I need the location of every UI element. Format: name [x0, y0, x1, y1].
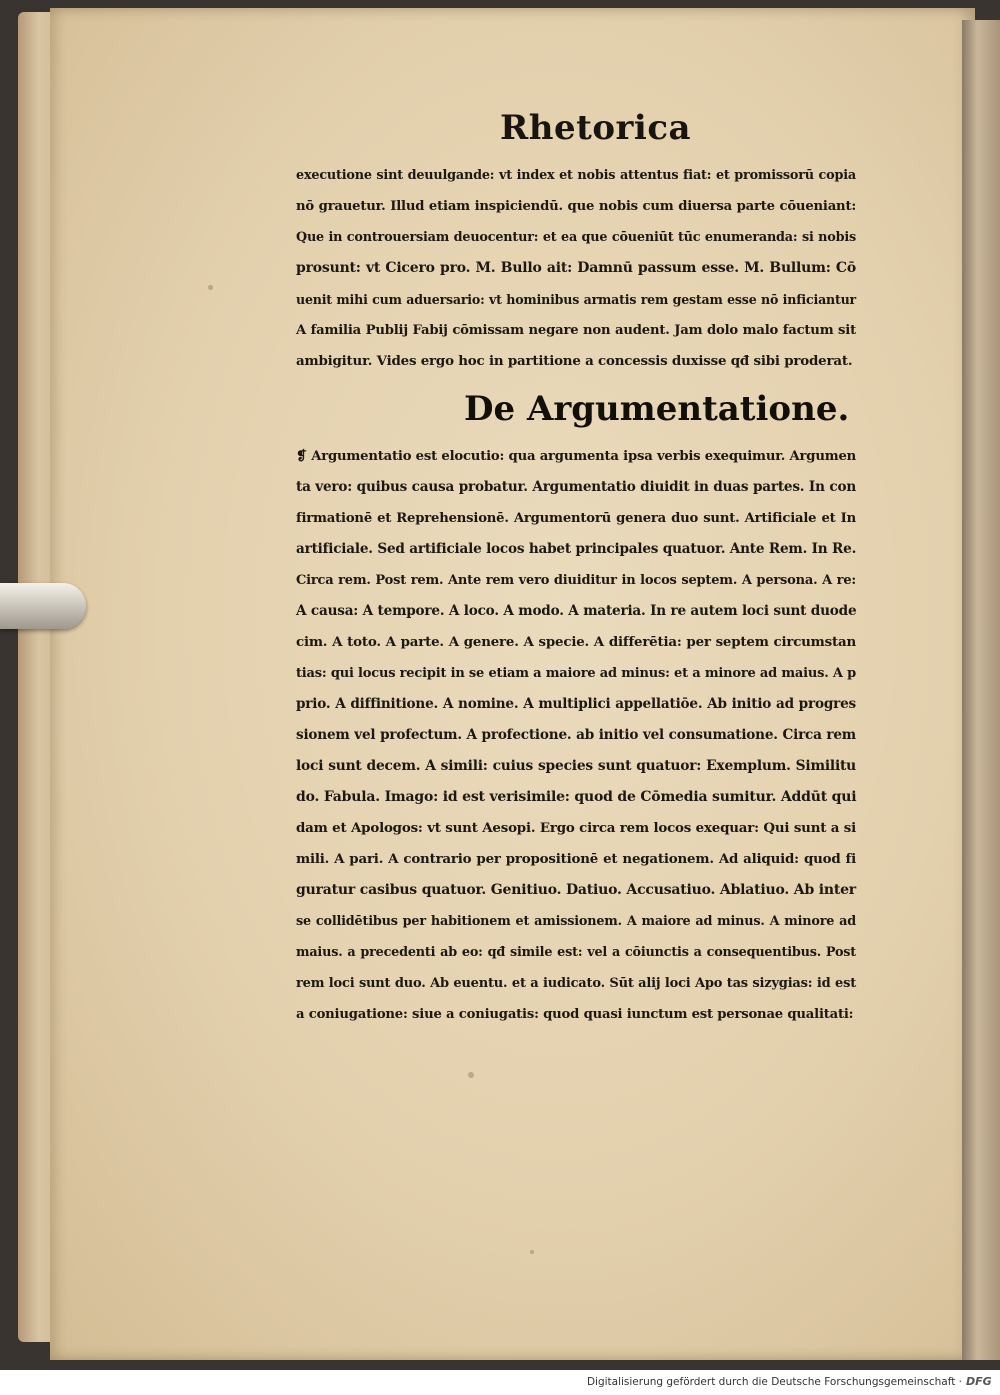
text-line: ambigitur. Vides ergo hoc in partitione a concessis duxisse qđ sibi proderat.: [296, 353, 853, 369]
text-line: maius. a precedenti ab eo: qđ simile est: vel a cōiunctis a consequentibus. Post: [296, 945, 856, 960]
text-line: uenit mihi cum aduersario: vt hominibus armatis rem gestam esse nō inficiantur: [296, 292, 856, 307]
text-line: prosunt: vt Cicero pro. M. Bullo ait: Damnū passum esse. M. Bullum: Cō: [296, 260, 856, 276]
text-line: dam et Apologos: vt sunt Aesopi. Ergo circa rem locos exequar: Qui sunt a si: [296, 820, 856, 836]
text-line: sionem vel profectum. A profectione. ab initio vel consumatione. Circa rem: [296, 727, 856, 743]
funding-credit: Digitalisierung gefördert durch die Deutsche Forschungsgemeinschaft ·: [586, 1376, 962, 1388]
text-line: cim. A toto. A parte. A genere. A specie. A differētia: per septem circumstan: [296, 634, 856, 650]
text-line: loci sunt decem. A simili: cuius species sunt quatuor: Exemplum. Similitu: [296, 758, 856, 774]
footer-bar: [0, 1370, 1000, 1395]
page-clip: [0, 583, 86, 629]
text-line: nō grauetur. Illud etiam inspiciendū. que nobis cum diuersa parte cōueniant:: [296, 199, 856, 214]
text-line: guratur casibus quatuor. Genitiuo. Datiuo. Accusatiuo. Ablatiuo. Ab inter: [296, 882, 856, 898]
running-head: Rhetorica: [500, 108, 692, 148]
text-line: firmationē et Reprehensionē. Argumentorū genera duo sunt. Artificiale et In: [296, 511, 856, 526]
text-line: ❡ Argumentatio est elocutio: qua argumenta ipsa verbis exequimur. Argumen: [296, 449, 857, 464]
paper-spot: [208, 285, 213, 290]
dfg-logo: DFG: [966, 1375, 992, 1388]
text-line: ta vero: quibus causa probatur. Argumentatio diuidit in duas partes. In con: [296, 479, 856, 495]
text-line: mili. A pari. A contrario per propositionē et negationem. Ad aliquid: quod fi: [296, 851, 856, 867]
paper-spot: [530, 1250, 534, 1254]
text-line: rem loci sunt duo. Ab euentu. et a iudicato. Sūt alij loci Apo tas sizygias: id est: [296, 976, 856, 991]
facing-page-edge: [962, 20, 1000, 1360]
text-line: Que in controuersiam deuocentur: et ea que cōueniūt tūc enumeranda: si nobis: [296, 230, 856, 245]
text-line: do. Fabula. Imago: id est verisimile: quod de Cōmedia sumitur. Addūt qui: [296, 789, 857, 805]
text-line: A causa: A tempore. A loco. A modo. A materia. In re autem loci sunt duode: [296, 603, 857, 619]
text-line: se collidētibus per habitionem et amissionem. A maiore ad minus. A minore ad: [296, 914, 856, 929]
section-heading: De Argumentatione.: [464, 389, 850, 429]
paper-spot: [468, 1072, 474, 1078]
text-line: executione sint deuulgande: vt index et nobis attentus fiat: et promissorū copia: [296, 168, 856, 183]
text-block: [296, 160, 856, 1030]
text-line: a coniugatione: siue a coniugatis: quod quasi iunctum est personae qualitati:: [296, 1007, 854, 1022]
text-line: tias: qui locus recipit in se etiam a maiore ad minus: et a minore ad maius. A p: [296, 666, 856, 681]
text-line: prio. A diffinitione. A nomine. A multiplici appellatiōe. Ab initio ad progres: [296, 696, 856, 712]
text-line: Circa rem. Post rem. Ante rem vero diuiditur in locos septem. A persona. A re:: [296, 573, 856, 588]
text-line: artificiale. Sed artificiale locos habet principales quatuor. Ante Rem. In Re.: [296, 541, 857, 557]
text-line: A familia Publij Fabij cōmissam negare non audent. Jam dolo malo factum sit: [296, 323, 856, 338]
